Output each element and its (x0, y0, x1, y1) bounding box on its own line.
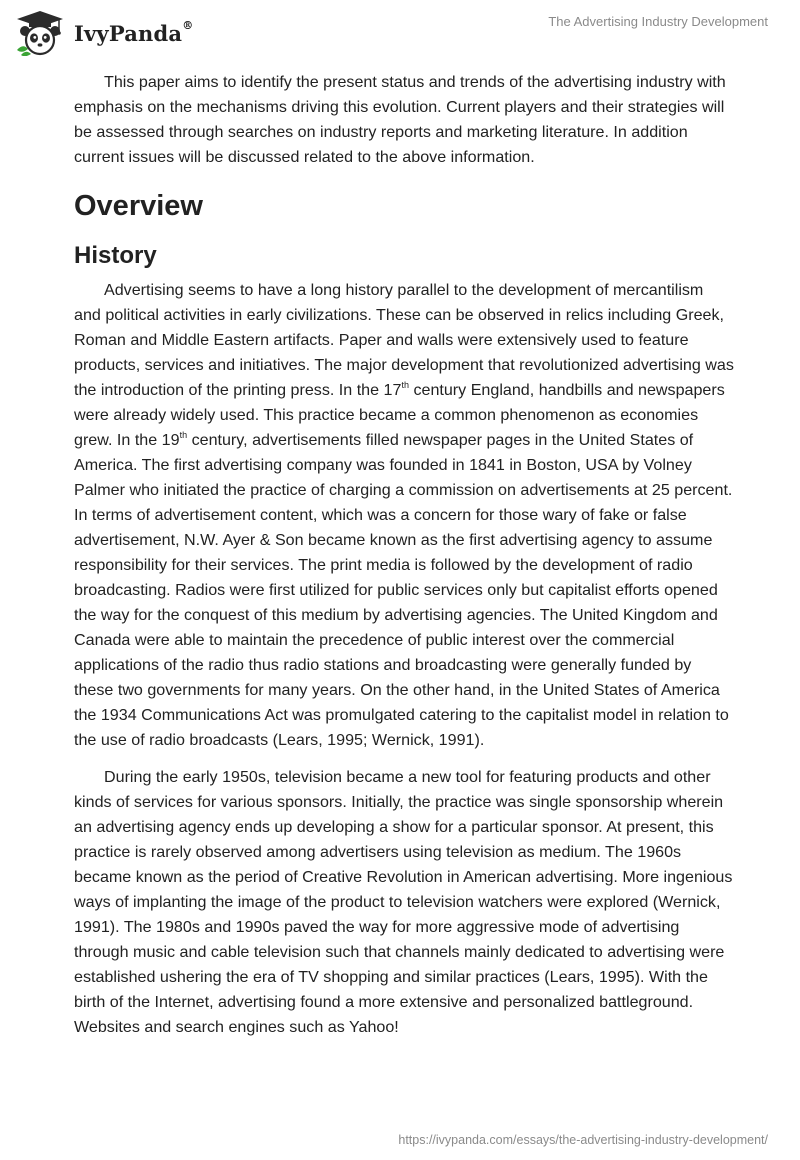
history-paragraph-1 (74, 278, 734, 753)
brand-logo[interactable] (14, 10, 193, 56)
panda-graduate-logo-icon (14, 10, 66, 56)
ordinal-suffix: th (179, 430, 188, 440)
history-paragraph-1-part-c: century, advertisements filled newspaper pages in the United States of America. The first advertising company was founded in 1841 in Boston, USA by Volney Palmer who initiated the practice of charging a commission on advertisements at 25 percent. In terms of advertisement content, which was a concern for those wary of fake or false advertisement, N.W. Ayer & Son became known as the first advertising agency to assume responsibility for their services. The print media is followed by the development of radio broadcasting. Radios were first utilized for public services only but capitalist efforts opened the way for the conquest of this medium by advertising agencies. The United Kingdom and Canada were able to maintain the precedence of public interest over the commercial applications of the radio thus radio stations and broadcasting were generally funded by these two governments for many years. On the other hand, in the United States of America the 1934 Communications Act was promulgated catering to the capitalist model in relation to the use of radio broadcasts (Lears, 1995; Wernick, 1991). (74, 431, 733, 749)
history-paragraph-1-part-b: century England, handbills and newspapers were already widely used. This practice became a common phenomenon as economies grew. In the 19 (74, 381, 725, 449)
history-paragraph-1-part-a: Advertising seems to have a long history parallel to the development of mercantilism and political activities in early civilizations. These can be observed in relics including Greek, Roman and Middle Eastern artifacts. Paper and walls were extensively used to feature products, services and initiatives. The major development that revolutionized advertising was the introduction of the printing press. In the 17 (74, 281, 734, 399)
ordinal-suffix: th (401, 380, 409, 390)
history-paragraph-2: During the early 1950s, television became a new tool for featuring products and other kinds of services for various sponsors. Initially, the practice was single sponsorship wherein an advertising agency ends up developing a show for a particular sponsor. At present, this practice is rarely observed among advertisers using television as medium. The 1960s became known as the period of Creative Revolution in American advertising. More ingenious ways of implanting the image of the product to television watchers were explored (Wernick, 1991). The 1980s and 1990s paved the way for more aggressive mode of advertising through music and cable television such that channels mainly dedicated to advertising were established ushering the era of TV shopping and similar practices (Lears, 1995). With the birth of the Internet, advertising found a more extensive and personalized battleground. Websites and search engines such as Yahoo! (74, 768, 733, 1036)
brand-name: IvyPanda® (74, 18, 194, 46)
intro-paragraph: This paper aims to identify the present status and trends of the advertising industry with emphasis on the mechanisms driving this evolution. Current players and their strategies will be assessed through searches on industry reports and marketing literature. In addition current issues will be discussed related to the above information. (74, 73, 726, 166)
essay-content (74, 70, 734, 1052)
registered-mark: ® (182, 18, 194, 32)
section-heading-overview: Overview (74, 190, 203, 222)
subsection-heading-history: History (74, 242, 157, 269)
page-header (0, 0, 800, 64)
source-url[interactable]: https://ivypanda.com/essays/the-advertising-industry-development/ (398, 1133, 768, 1147)
document-title: The Advertising Industry Development (548, 14, 768, 29)
